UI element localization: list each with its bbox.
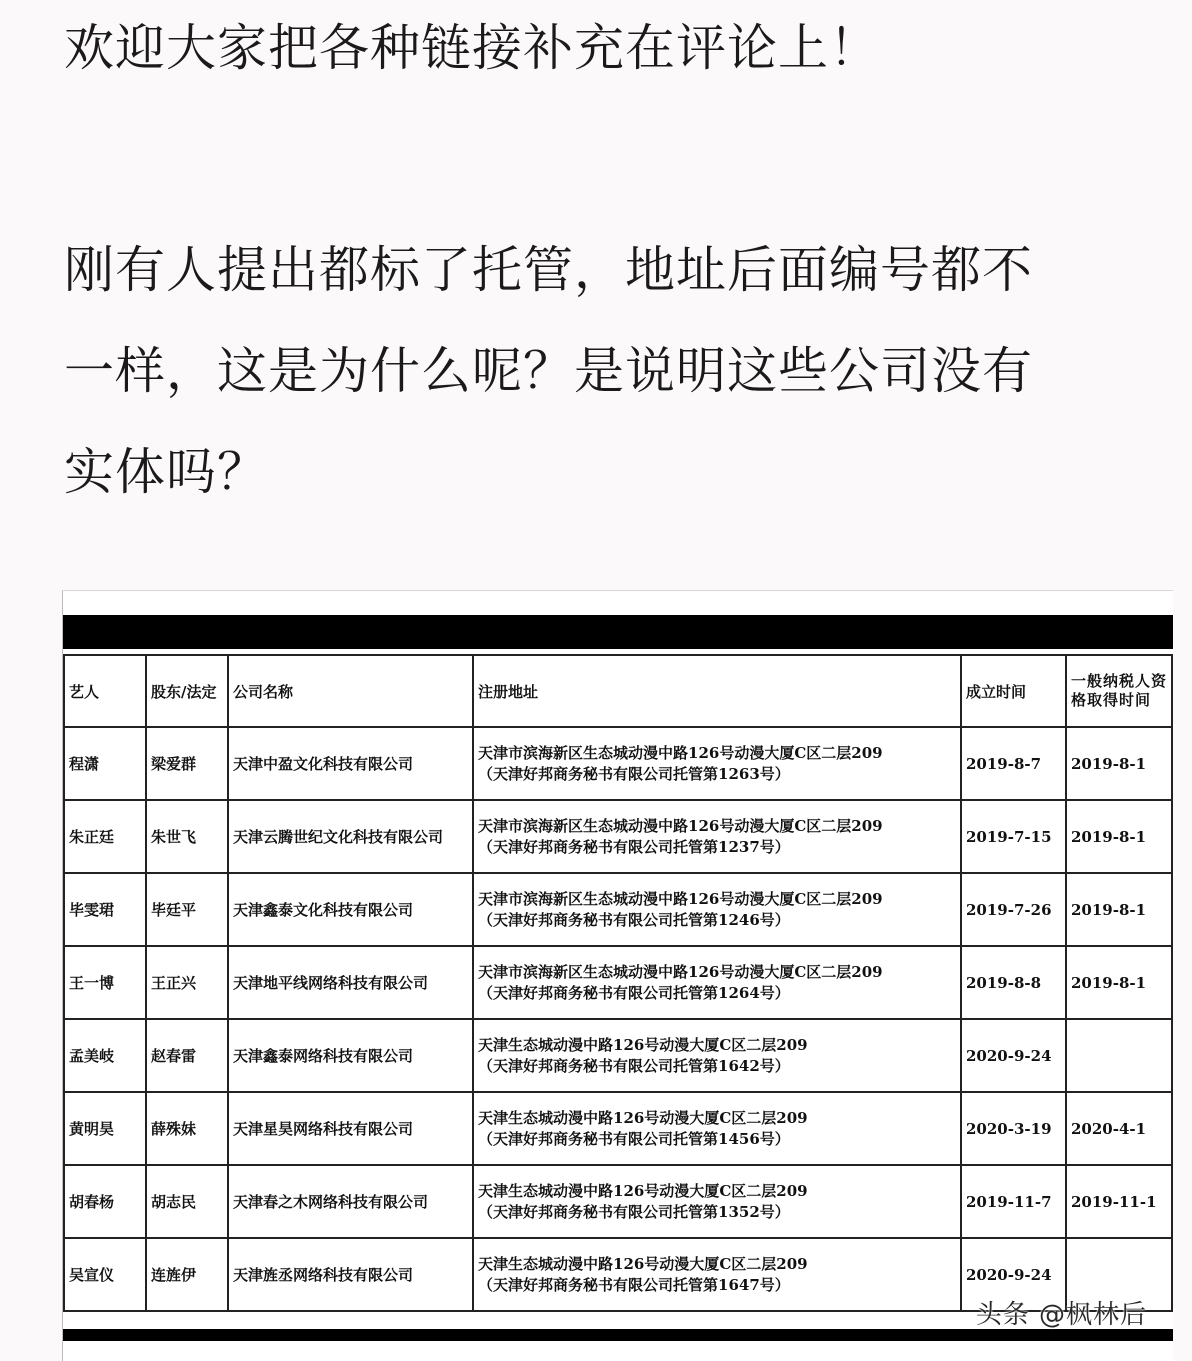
cell-taxpayer: 2019-8-1 <box>1066 727 1172 800</box>
address-line-2: （天津好邦商务秘书有限公司托管第1647号） <box>478 1275 790 1294</box>
address-line-2: （天津好邦商务秘书有限公司托管第1264号） <box>478 983 790 1002</box>
cell-taxpayer: 2019-8-1 <box>1066 946 1172 1019</box>
cell-founded: 2019-8-7 <box>961 727 1066 800</box>
table-row <box>64 873 1172 946</box>
cell-shareholder: 梁爱群 <box>146 727 228 800</box>
cell-founded: 2020-9-24 <box>961 1238 1066 1311</box>
cell-founded: 2020-9-24 <box>961 1019 1066 1092</box>
cell-company: 天津春之木网络科技有限公司 <box>228 1165 473 1238</box>
header-company: 公司名称 <box>228 655 473 727</box>
cell-company: 天津云腾世纪文化科技有限公司 <box>228 800 473 873</box>
address-line-2: （天津好邦商务秘书有限公司托管第1352号） <box>478 1202 790 1221</box>
cell-founded: 2020-3-19 <box>961 1092 1066 1165</box>
cell-taxpayer: 2019-8-1 <box>1066 800 1172 873</box>
cell-company: 天津鑫泰文化科技有限公司 <box>228 873 473 946</box>
table-row <box>64 800 1172 873</box>
header-taxpayer: 一般纳税人资格取得时间 <box>1066 655 1172 727</box>
cell-artist: 朱正廷 <box>64 800 146 873</box>
cell-company: 天津星昊网络科技有限公司 <box>228 1092 473 1165</box>
cell-company: 天津地平线网络科技有限公司 <box>228 946 473 1019</box>
cell-taxpayer: 2019-11-1 <box>1066 1165 1172 1238</box>
header-shareholder: 股东/法定 <box>146 655 228 727</box>
cell-company: 天津鑫泰网络科技有限公司 <box>228 1019 473 1092</box>
cell-artist: 黄明昊 <box>64 1092 146 1165</box>
address-line-1: 天津市滨海新区生态城动漫中路126号动漫大厦C区二层209 <box>478 743 883 762</box>
cell-company: 天津旌丞网络科技有限公司 <box>228 1238 473 1311</box>
cell-artist: 王一博 <box>64 946 146 1019</box>
cell-address <box>473 1238 961 1311</box>
cell-address <box>473 1092 961 1165</box>
address-line-1: 天津市滨海新区生态城动漫中路126号动漫大厦C区二层209 <box>478 889 883 908</box>
cell-shareholder: 朱世飞 <box>146 800 228 873</box>
post-line-4: 实体吗？ <box>64 443 268 501</box>
table-row <box>64 1092 1172 1165</box>
cell-founded: 2019-11-7 <box>961 1165 1066 1238</box>
table-header-bar <box>63 615 1173 649</box>
company-table <box>63 654 1173 1312</box>
cell-founded: 2019-7-26 <box>961 873 1066 946</box>
cell-artist: 吴宣仪 <box>64 1238 146 1311</box>
address-line-2: （天津好邦商务秘书有限公司托管第1456号） <box>478 1129 790 1148</box>
cell-address <box>473 946 961 1019</box>
cell-shareholder: 赵春雷 <box>146 1019 228 1092</box>
cell-shareholder: 毕廷平 <box>146 873 228 946</box>
post-line-2: 刚有人提出都标了托管，地址后面编号都不 <box>64 241 1033 299</box>
cell-shareholder: 连旌伊 <box>146 1238 228 1311</box>
post-line-1: 欢迎大家把各种链接补充在评论上！ <box>64 19 880 77</box>
table-row <box>64 1019 1172 1092</box>
header-address: 注册地址 <box>473 655 961 727</box>
cell-company: 天津中盈文化科技有限公司 <box>228 727 473 800</box>
watermark: 头条 @枫林后 <box>975 1300 1147 1330</box>
post-paragraph-2 <box>64 220 1164 523</box>
cell-address <box>473 1165 961 1238</box>
address-line-1: 天津生态城动漫中路126号动漫大厦C区二层209 <box>478 1035 808 1054</box>
cell-founded: 2019-7-15 <box>961 800 1066 873</box>
address-line-2: （天津好邦商务秘书有限公司托管第1246号） <box>478 910 790 929</box>
address-line-2: （天津好邦商务秘书有限公司托管第1642号） <box>478 1056 790 1075</box>
cell-artist: 孟美岐 <box>64 1019 146 1092</box>
cell-shareholder: 薛殊妹 <box>146 1092 228 1165</box>
cell-address <box>473 873 961 946</box>
cell-artist: 毕雯珺 <box>64 873 146 946</box>
table-image <box>62 590 1173 1361</box>
address-line-2: （天津好邦商务秘书有限公司托管第1263号） <box>478 764 790 783</box>
post-text <box>64 16 1164 523</box>
cell-shareholder: 胡志民 <box>146 1165 228 1238</box>
table-row <box>64 1165 1172 1238</box>
address-line-1: 天津市滨海新区生态城动漫中路126号动漫大厦C区二层209 <box>478 962 883 981</box>
cell-founded: 2019-8-8 <box>961 946 1066 1019</box>
table-header-row <box>64 655 1172 727</box>
post-line-3: 一样，这是为什么呢？是说明这些公司没有 <box>64 342 1033 400</box>
cell-address <box>473 1019 961 1092</box>
cell-shareholder: 王正兴 <box>146 946 228 1019</box>
header-founded: 成立时间 <box>961 655 1066 727</box>
address-line-1: 天津生态城动漫中路126号动漫大厦C区二层209 <box>478 1254 808 1273</box>
table-row <box>64 727 1172 800</box>
cell-taxpayer: 2020-4-1 <box>1066 1092 1172 1165</box>
address-line-1: 天津生态城动漫中路126号动漫大厦C区二层209 <box>478 1181 808 1200</box>
table-row <box>64 946 1172 1019</box>
cell-artist: 程潇 <box>64 727 146 800</box>
address-line-1: 天津市滨海新区生态城动漫中路126号动漫大厦C区二层209 <box>478 816 883 835</box>
cell-address <box>473 800 961 873</box>
address-line-2: （天津好邦商务秘书有限公司托管第1237号） <box>478 837 790 856</box>
cell-taxpayer: 2019-8-1 <box>1066 873 1172 946</box>
cell-address <box>473 727 961 800</box>
cell-artist: 胡春杨 <box>64 1165 146 1238</box>
address-line-1: 天津生态城动漫中路126号动漫大厦C区二层209 <box>478 1108 808 1127</box>
header-artist: 艺人 <box>64 655 146 727</box>
cell-taxpayer <box>1066 1019 1172 1092</box>
